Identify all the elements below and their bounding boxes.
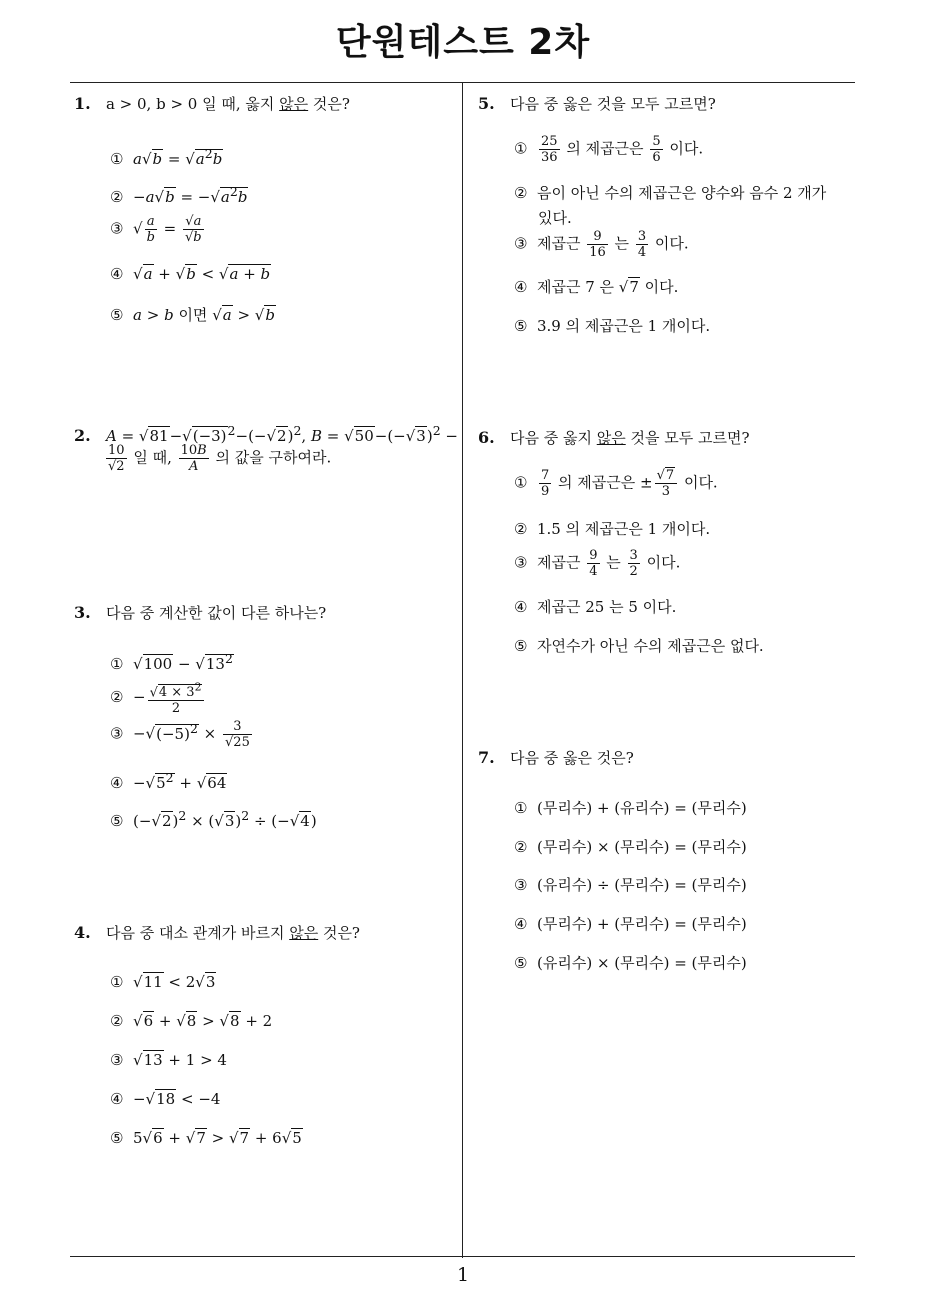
- q7-option-2[interactable]: ② (무리수) × (무리수) = (무리수): [514, 838, 747, 856]
- question-1-stem: [74, 93, 350, 114]
- q1-option-5[interactable]: ⑤ a > b 이면 √a > √b: [110, 306, 275, 324]
- q5-option-5[interactable]: ⑤ 3.9 의 제곱근은 1 개이다.: [514, 317, 711, 335]
- q4-option-1[interactable]: ① √11 < 2√3: [110, 973, 216, 991]
- q3-option-1[interactable]: ① $√100 - √13^2$: [110, 651, 233, 673]
- q7-option-4[interactable]: ④ (무리수) + (무리수) = (무리수): [514, 915, 747, 933]
- question-3-stem: [74, 602, 326, 623]
- q5-option-4[interactable]: ④ 제곱근 7 은 √7 이다.: [514, 278, 679, 296]
- q4-option-2[interactable]: ② √6 + √8 > √8 + 2: [110, 1012, 273, 1030]
- question-number: 6.: [478, 428, 495, 447]
- q6-option-5[interactable]: ⑤ 자연수가 아닌 수의 제곱근은 없다.: [514, 637, 764, 655]
- question-text: 다음 중 옳은 것은?: [509, 749, 634, 767]
- question-text: 다음 중 계산한 값이 다른 하나는?: [105, 604, 327, 622]
- question-text-end: 것을 모두 고르면?: [625, 429, 750, 447]
- question-5-stem: [478, 93, 716, 114]
- question-number: 7.: [478, 748, 495, 767]
- q5-option-2[interactable]: ② 음이 아닌 수의 제곱근은 양수와 음수 2 개가: [514, 184, 827, 202]
- q7-option-3[interactable]: ③ (유리수) ÷ (무리수) = (무리수): [514, 876, 747, 894]
- underlined-word: 않은: [279, 95, 309, 113]
- q1-option-3[interactable]: ③ √ $\frac{a}{b}$ = $\frac{√a}{√b}$: [110, 214, 202, 245]
- question-4-stem: [74, 922, 360, 943]
- question-text: a > 0, b > 0 일 때, 옳지: [105, 95, 280, 113]
- q1-option-4[interactable]: ④ √a + √b < √a + b: [110, 265, 271, 283]
- q5-option-3[interactable]: ③ 제곱근 $\frac{9}{16}$ 는 $\frac{3}{4}$ 이다.: [514, 229, 689, 260]
- q3-option-5[interactable]: ⑤ $(-√2)^2 \times (√3)^2 \div (-√4)$: [110, 808, 317, 830]
- page-number: 1: [456, 1264, 470, 1286]
- column-divider: [462, 83, 463, 1258]
- underlined-word: 않은: [596, 429, 626, 447]
- q1-option-1[interactable]: ① $a√b = √a^2b$: [110, 146, 223, 168]
- question-text: 다음 중 대소 관계가 바르지: [105, 924, 290, 942]
- q1-option-2[interactable]: ② $-a√b = -√a^2b$: [110, 184, 248, 206]
- q3-option-3[interactable]: ③ $-√(-5)^2$ × $\frac{3}{√25}$: [110, 719, 250, 750]
- bottom-rule: [70, 1256, 855, 1257]
- question-text: 다음 중 옳은 것을 모두 고르면?: [509, 95, 716, 113]
- q7-option-1[interactable]: ① (무리수) + (유리수) = (무리수): [514, 799, 747, 817]
- question-text-end: 것은?: [308, 95, 350, 113]
- underlined-word: 않은: [289, 924, 319, 942]
- q4-option-3[interactable]: ③ √13 + 1 > 4: [110, 1051, 227, 1069]
- q5-option-1[interactable]: ① $\frac{25}{36}$ 의 제곱근은 $\frac{5}{6}$ 이다.: [514, 134, 704, 165]
- q6-option-4[interactable]: ④ 제곱근 25 는 5 이다.: [514, 598, 677, 616]
- question-number: 3.: [74, 603, 91, 622]
- question-text-end: 것은?: [318, 924, 360, 942]
- q4-option-4[interactable]: ④ −√18 < −4: [110, 1090, 221, 1108]
- page-title: 단원테스트 2차: [335, 22, 591, 63]
- q6-option-1[interactable]: ① $\frac{7}{9}$ 의 제곱근은 ± $\frac{√7}{3}$ 이다.: [514, 468, 718, 499]
- question-6-stem: [478, 427, 750, 448]
- question-7-stem: [478, 747, 634, 768]
- question-number: 4.: [74, 923, 91, 942]
- question-number: 1.: [74, 94, 91, 113]
- q7-option-5[interactable]: ⑤ (유리수) × (무리수) = (무리수): [514, 954, 747, 972]
- q5-option-2-cont: 있다.: [538, 209, 572, 227]
- question-2-stem-line2: $\frac{10}{√2}$ 일 때, $\frac{10B}{A}$ 의 값을 구하여라.: [108, 443, 332, 474]
- q6-option-2[interactable]: ② 1.5 의 제곱근은 1 개이다.: [514, 520, 711, 538]
- question-number: 5.: [478, 94, 495, 113]
- q3-option-4[interactable]: ④ $-√5^2 + √64$: [110, 770, 227, 792]
- q3-option-2[interactable]: ② − $\frac{√4 \times 3^2}{2}$: [110, 680, 206, 716]
- question-2-stem: 2. $A = √81-√(-3)^2-(-√2)^2$, $B = √50-(-√3)^2$ −: [74, 423, 458, 445]
- q6-option-3[interactable]: ③ 제곱근 $\frac{9}{4}$ 는 $\frac{3}{2}$ 이다.: [514, 548, 681, 579]
- question-number: 2.: [74, 426, 91, 445]
- q4-option-5[interactable]: ⑤ 5√6 + √7 > √7 + 6√5: [110, 1129, 302, 1147]
- question-text: 다음 중 옳지: [509, 429, 597, 447]
